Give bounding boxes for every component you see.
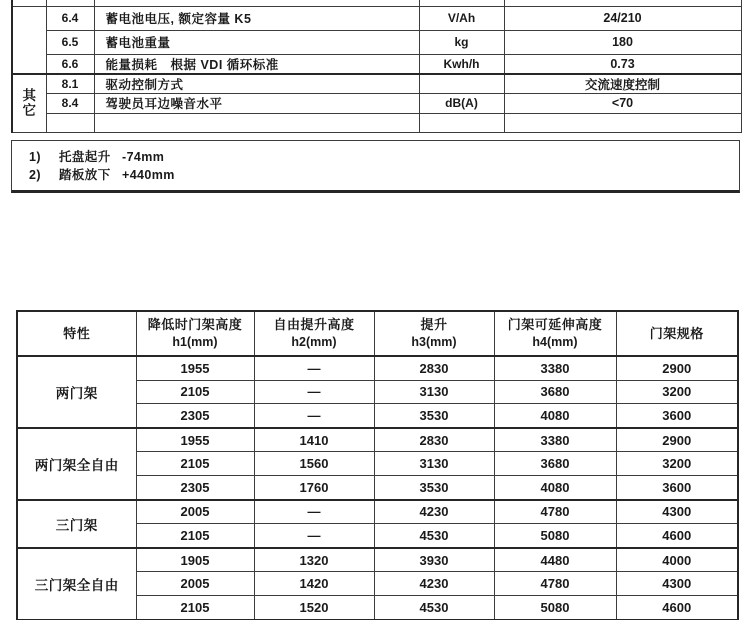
cell-h1: 2005 <box>136 572 254 596</box>
cell-h1: 2105 <box>136 452 254 476</box>
cell-h3: 3530 <box>374 475 494 499</box>
mast-table <box>16 310 739 620</box>
footnote-value: +440mm <box>122 168 175 182</box>
cell-h3: 4530 <box>374 595 494 619</box>
cell-h2: — <box>254 356 374 380</box>
header-text: 门架可延伸高度 <box>507 317 603 332</box>
group-label: 三门架全自由 <box>17 548 136 620</box>
row-no: 6.4 <box>46 6 94 30</box>
cell-spec: 3600 <box>616 475 738 499</box>
row-value: 交流速度控制 <box>504 74 741 94</box>
cell-h4: 5080 <box>494 524 616 548</box>
cell-h3: 4230 <box>374 572 494 596</box>
header-feature <box>17 311 136 356</box>
cell-spec: 4300 <box>616 500 738 524</box>
header-text: 门架规格 <box>649 325 704 341</box>
cell-h1: 2305 <box>136 475 254 499</box>
cell-h3: 3530 <box>374 404 494 428</box>
row-desc: 驾驶员耳边噪音水平 <box>94 93 419 113</box>
footnote-index: 1) <box>29 150 41 164</box>
cell-h3: 3930 <box>374 548 494 572</box>
cell-h4: 3380 <box>494 428 616 452</box>
header-subtext: h3(mm) <box>411 335 457 349</box>
cell-h1: 1905 <box>136 548 254 572</box>
cell-h2: — <box>254 404 374 428</box>
footnote-index: 2) <box>29 168 41 182</box>
cell-spec: 2900 <box>616 428 738 452</box>
row-value <box>504 113 741 132</box>
cell-h2: — <box>254 500 374 524</box>
header-h3 <box>374 311 494 356</box>
cell-h1: 1955 <box>136 356 254 380</box>
row-unit: Kwh/h <box>419 54 504 74</box>
cell-h3: 4530 <box>374 524 494 548</box>
cell-h4: 4080 <box>494 475 616 499</box>
cell-h1: 2105 <box>136 524 254 548</box>
cell-h3: 3130 <box>374 380 494 404</box>
row-desc: 能量损耗 根据 VDI 循环标准 <box>94 54 419 74</box>
row-no: 8.1 <box>46 74 94 94</box>
mast-row <box>17 500 738 524</box>
row-value: 0.73 <box>504 54 741 74</box>
cell-spec: 4600 <box>616 595 738 619</box>
cell-h4: 4480 <box>494 548 616 572</box>
row-value: 24/210 <box>504 6 741 30</box>
row-desc: 蓄电池重量 <box>94 30 419 54</box>
spec-row <box>12 93 741 113</box>
footnote-1 <box>29 148 739 166</box>
cell-h2: 1410 <box>254 428 374 452</box>
cell-spec: 4300 <box>616 572 738 596</box>
cell-h2: 1320 <box>254 548 374 572</box>
row-no: 6.6 <box>46 54 94 74</box>
spec-row <box>12 30 741 54</box>
cell-h1: 2105 <box>136 595 254 619</box>
cell-h4: 5080 <box>494 595 616 619</box>
row-desc <box>94 113 419 132</box>
header-subtext: h4(mm) <box>532 335 578 349</box>
footnote-2 <box>29 166 739 184</box>
cell-spec: 2900 <box>616 356 738 380</box>
header-text: 降低时门架高度 <box>147 317 243 332</box>
footnotes-box <box>11 140 740 193</box>
cell-spec: 4000 <box>616 548 738 572</box>
header-row <box>17 311 738 356</box>
header-h2 <box>254 311 374 356</box>
row-unit: dB(A) <box>419 93 504 113</box>
header-text: 自由提升高度 <box>273 317 355 332</box>
row-desc: 蓄电池电压, 额定容量 K5 <box>94 6 419 30</box>
footnote-value: -74mm <box>122 150 165 164</box>
row-unit <box>419 74 504 94</box>
cell-h4: 3680 <box>494 380 616 404</box>
cell-h3: 2830 <box>374 356 494 380</box>
row-unit: V/Ah <box>419 6 504 30</box>
group-label: 两门架 <box>17 356 136 428</box>
spec-row <box>12 74 741 94</box>
cell-h4: 4780 <box>494 572 616 596</box>
row-value: <70 <box>504 93 741 113</box>
header-mast-spec <box>616 311 738 356</box>
mast-table-body <box>17 356 738 620</box>
row-value: 180 <box>504 30 741 54</box>
row-unit <box>419 113 504 132</box>
cell-spec: 3200 <box>616 380 738 404</box>
spec-row <box>12 6 741 30</box>
header-subtext: h2(mm) <box>291 335 337 349</box>
group-label: 两门架全自由 <box>17 428 136 500</box>
cell-h1: 1955 <box>136 428 254 452</box>
side-label-cell <box>12 74 46 133</box>
cell-h2: — <box>254 380 374 404</box>
header-h4 <box>494 311 616 356</box>
row-desc: 驱动控制方式 <box>94 74 419 94</box>
cell-spec: 3200 <box>616 452 738 476</box>
cell-h2: 1520 <box>254 595 374 619</box>
cell-h2: 1560 <box>254 452 374 476</box>
group-label: 三门架 <box>17 500 136 548</box>
mast-row <box>17 548 738 572</box>
header-subtext: h1(mm) <box>172 335 218 349</box>
cell-h1: 2105 <box>136 380 254 404</box>
cell-h2: 1760 <box>254 475 374 499</box>
cell-spec: 4600 <box>616 524 738 548</box>
mast-table-header <box>17 311 738 356</box>
side-blank-cell <box>12 6 46 74</box>
row-no <box>46 113 94 132</box>
side-label: 其它 <box>22 87 36 118</box>
cell-h3: 4230 <box>374 500 494 524</box>
footnote-label: 托盘起升 <box>59 150 111 164</box>
header-h1 <box>136 311 254 356</box>
cell-h1: 2305 <box>136 404 254 428</box>
cell-h4: 3380 <box>494 356 616 380</box>
cell-h4: 4780 <box>494 500 616 524</box>
cell-spec: 3600 <box>616 404 738 428</box>
header-text: 提升 <box>420 317 448 332</box>
cell-h3: 2830 <box>374 428 494 452</box>
cell-h4: 3680 <box>494 452 616 476</box>
mast-row <box>17 428 738 452</box>
cell-h4: 4080 <box>494 404 616 428</box>
footnote-label: 踏板放下 <box>59 168 111 182</box>
spec-row <box>12 54 741 74</box>
mast-row <box>17 356 738 380</box>
spec-table <box>11 0 742 133</box>
spec-row-empty <box>12 113 741 132</box>
header-text: 特性 <box>63 325 91 341</box>
row-unit: kg <box>419 30 504 54</box>
cell-h2: 1420 <box>254 572 374 596</box>
cell-h2: — <box>254 524 374 548</box>
cell-h1: 2005 <box>136 500 254 524</box>
row-no: 6.5 <box>46 30 94 54</box>
cell-h3: 3130 <box>374 452 494 476</box>
row-no: 8.4 <box>46 93 94 113</box>
